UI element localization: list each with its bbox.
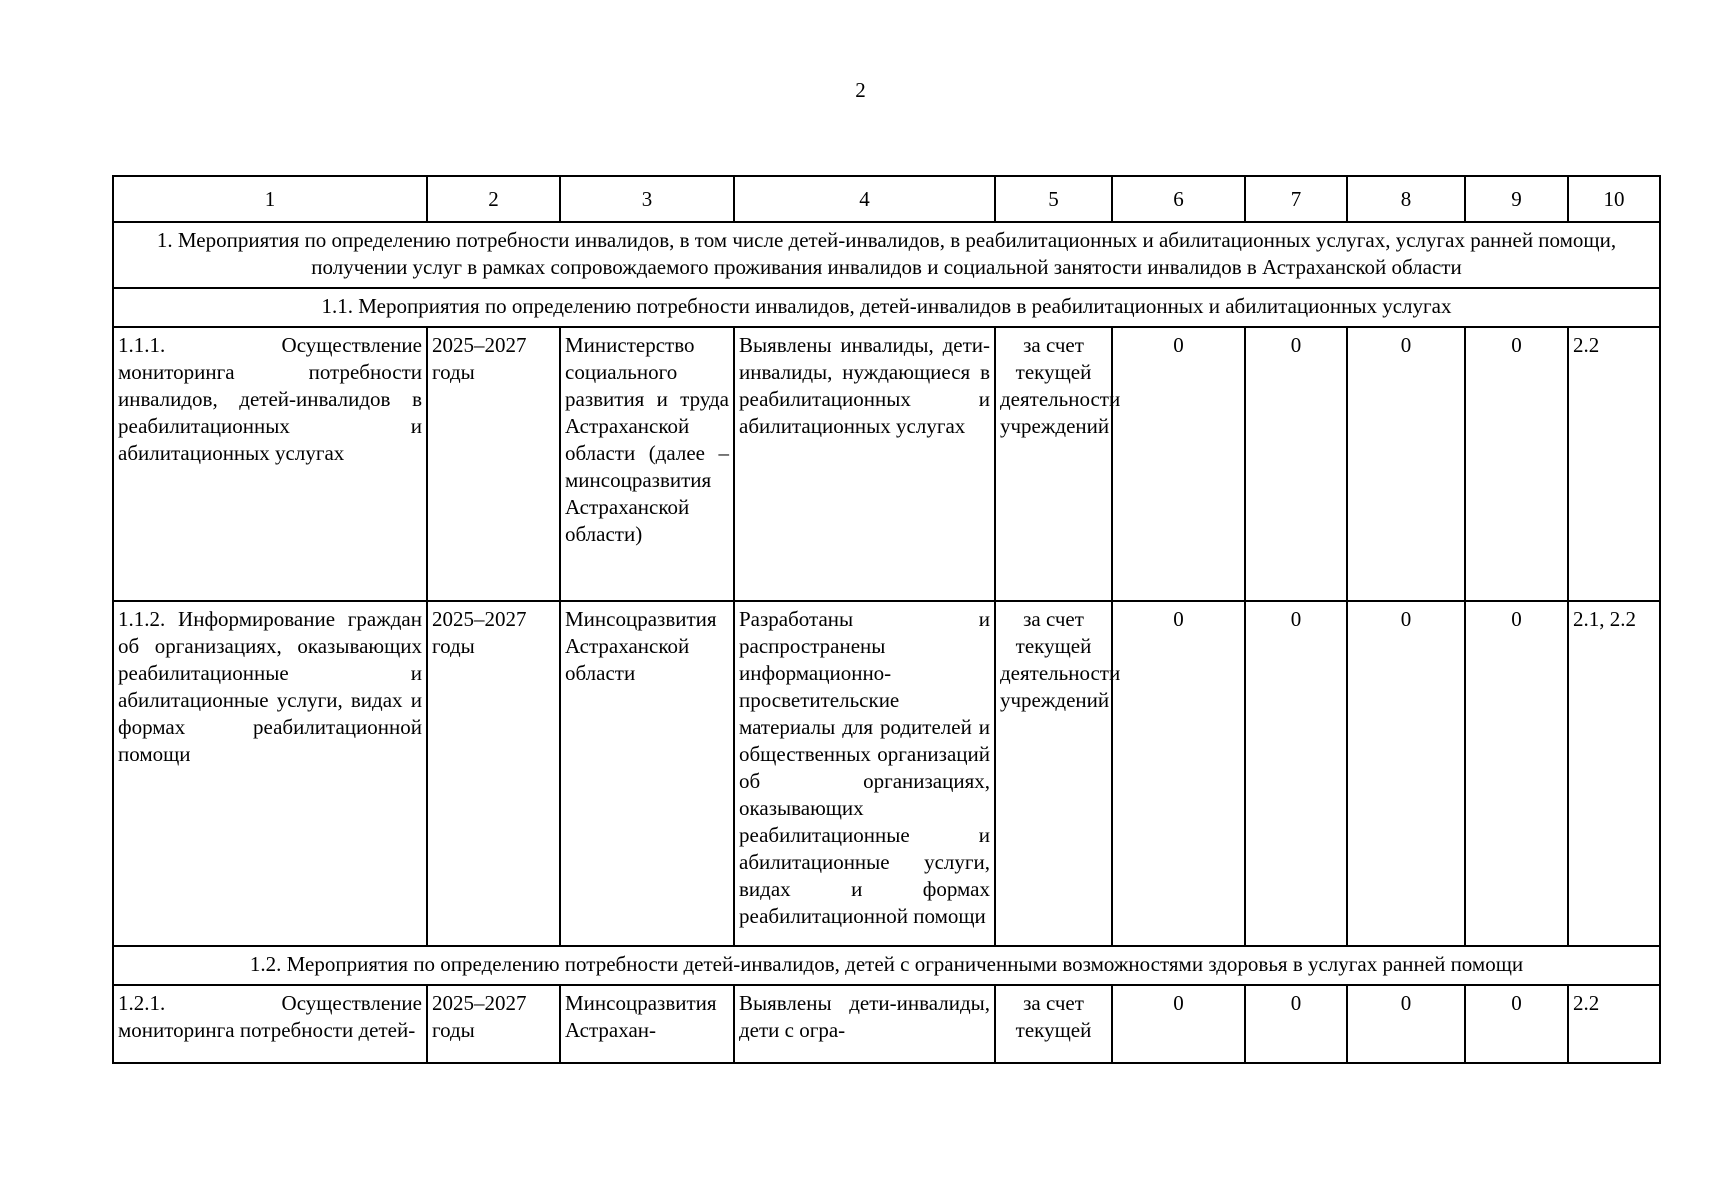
executor-cell: Минсоцразвития Астраханской области [560,601,734,946]
value-cell: 0 [1347,327,1465,601]
section-title: 1. Мероприятия по определению потребности инвалидов, в том числе детей-инвалидов, в реабилитационных и абилитационных услугах, услугах ранней помощи, получении услуг в рамках сопровождаемого проживания инвалидов и социальной занятости инвалидов в Астраханской области [113,222,1660,288]
column-header: 9 [1465,176,1568,222]
activities-table [112,175,1661,1064]
column-header: 5 [995,176,1112,222]
funding-cell: за счет текущей деятельности учреждений [995,601,1112,946]
column-header: 4 [734,176,995,222]
result-cell: Разработаны и распространены информационно-просветительские материалы для родителей и общественных организаций об организациях, оказывающих реабилитационные и абилитационные услуги, видах и формах реабилитационной помощи [734,601,995,946]
indicator-link-cell: 2.2 [1568,327,1660,601]
activity-name-cell: 1.1.1. Осуществление мониторинга потребности инвалидов, детей-инвалидов в реабилитационных и абилитационных услугах [113,327,427,601]
indicator-link-cell: 2.1, 2.2 [1568,601,1660,946]
value-cell: 0 [1465,327,1568,601]
value-cell: 0 [1465,985,1568,1063]
value-cell: 0 [1112,327,1245,601]
funding-cell: за счет текущей деятельности учреждений [995,327,1112,601]
period-cell: 2025–2027 годы [427,327,560,601]
executor-cell: Министерство социального развития и труда Астраханской области (далее – минсоцразвития Астраханской области) [560,327,734,601]
subsection-title: 1.1. Мероприятия по определению потребности инвалидов, детей-инвалидов в реабилитационных и абилитационных услугах [113,288,1660,327]
column-header: 10 [1568,176,1660,222]
period-cell: 2025–2027 годы [427,601,560,946]
subsection-title: 1.2. Мероприятия по определению потребности детей-инвалидов, детей с ограниченными возможностями здоровья в услугах ранней помощи [113,946,1660,985]
period-cell: 2025–2027 годы [427,985,560,1063]
result-cell: Выявлены инвалиды, дети-инвалиды, нуждающиеся в реабилитационных и абилитационных услугах [734,327,995,601]
column-header: 8 [1347,176,1465,222]
column-header: 6 [1112,176,1245,222]
activity-name-cell: 1.1.2. Информирование граждан об организациях, оказывающих реабилитационные и абилитационные услуги, видах и формах реабилитационной помощи [113,601,427,946]
value-cell: 0 [1347,985,1465,1063]
page-number: 2 [855,78,866,102]
value-cell: 0 [1245,601,1347,946]
value-cell: 0 [1245,327,1347,601]
value-cell: 0 [1245,985,1347,1063]
column-header: 1 [113,176,427,222]
column-header: 3 [560,176,734,222]
subsection-row [113,288,1660,327]
value-cell: 0 [1112,985,1245,1063]
column-header: 2 [427,176,560,222]
table-row [113,601,1660,946]
subsection-row [113,946,1660,985]
value-cell: 0 [1112,601,1245,946]
section-row [113,222,1660,288]
result-cell: Выявлены дети-инвалиды, дети с огра- [734,985,995,1063]
table-row [113,985,1660,1063]
executor-cell: Минсоцразвития Астрахан- [560,985,734,1063]
indicator-link-cell: 2.2 [1568,985,1660,1063]
activity-name-cell: 1.2.1. Осуществление мониторинга потребности детей- [113,985,427,1063]
table-row [113,327,1660,601]
value-cell: 0 [1347,601,1465,946]
column-header: 7 [1245,176,1347,222]
funding-cell: за счет текущей [995,985,1112,1063]
column-number-row [113,176,1660,222]
value-cell: 0 [1465,601,1568,946]
